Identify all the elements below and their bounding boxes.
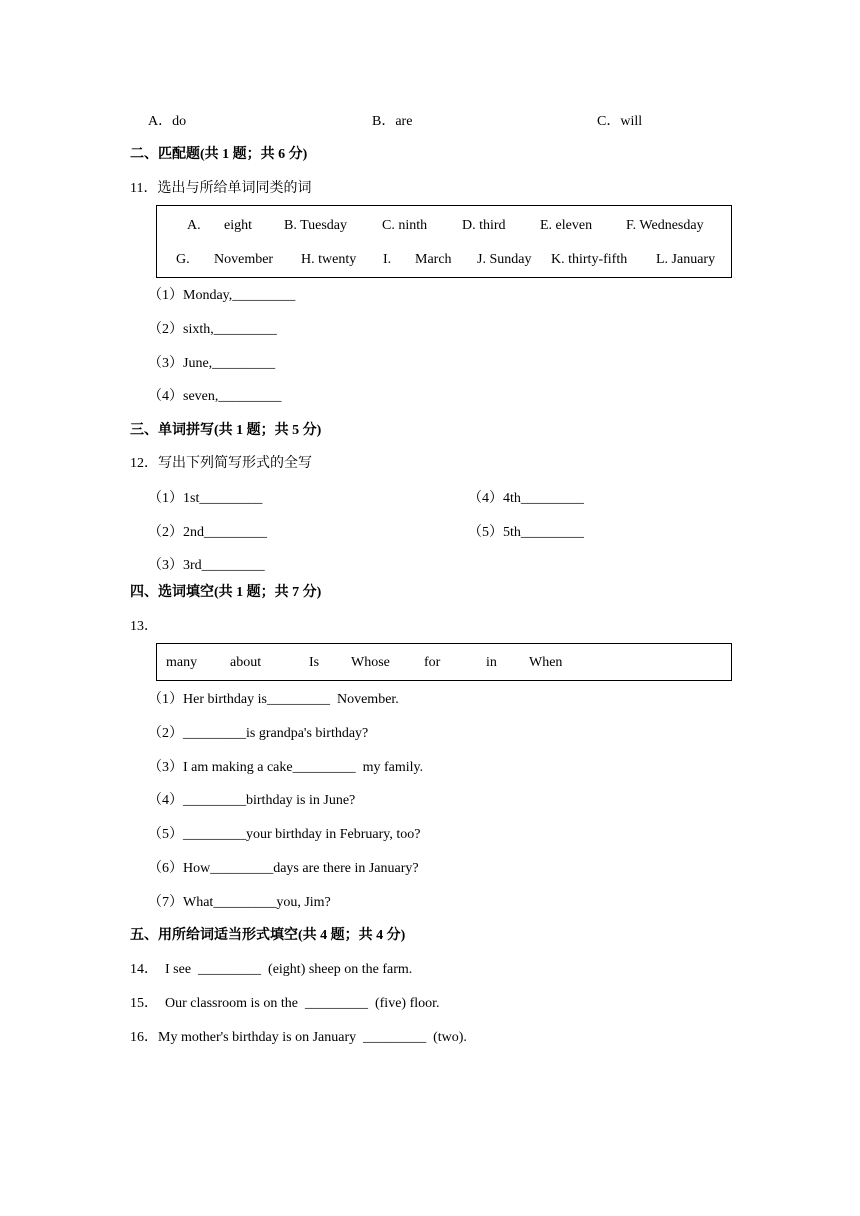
option-b: B．are	[372, 114, 413, 129]
sub-question: （4）seven,_________	[148, 389, 282, 404]
word-bank-word: many	[166, 655, 198, 670]
word-box	[156, 205, 732, 278]
sub-question: （1）Monday,_________	[148, 288, 296, 303]
word-box-cell: L. January	[656, 252, 716, 267]
word-box-cell: G.	[176, 252, 190, 267]
section-title: 二、匹配题(共 1 题；共 6 分)	[130, 147, 308, 162]
sub-question: （2）2nd_________	[148, 525, 267, 540]
word-box-cell: C. ninth	[382, 218, 428, 233]
word-box-cell: K. thirty-fifth	[551, 252, 628, 267]
word-box-cell: E. eleven	[540, 218, 593, 233]
sub-question: （6）How_________days are there in January?	[148, 861, 419, 876]
question-stem: 12．写出下列简写形式的全写	[130, 456, 312, 471]
word-bank-box	[156, 643, 732, 681]
sub-question: （3）I am making a cake_________ my family.	[148, 760, 424, 775]
sub-question: （3）3rd_________	[148, 558, 265, 573]
word-box-cell: J. Sunday	[477, 252, 532, 267]
sub-question: （5）_________your birthday in February, too?	[148, 827, 421, 842]
word-box-cell: March	[415, 252, 452, 267]
word-box-cell: D. third	[462, 218, 506, 233]
word-box-cell: A.	[187, 218, 201, 233]
word-bank-word: about	[230, 655, 262, 670]
word-box-cell: F. Wednesday	[626, 218, 704, 233]
word-bank-word: Whose	[351, 655, 390, 670]
question: 15． Our classroom is on the _________ (five) floor.	[130, 996, 440, 1011]
sub-question: （4）_________birthday is in June?	[148, 793, 356, 808]
sub-question: （4）4th_________	[468, 491, 584, 506]
word-bank-word: Is	[309, 655, 320, 670]
question-stem: 11．选出与所给单词同类的词	[130, 181, 312, 196]
question: 14． I see _________ (eight) sheep on the farm.	[130, 962, 413, 977]
word-box-cell: eight	[224, 218, 252, 233]
sub-question: （3）June,_________	[148, 356, 276, 371]
option-c: C．will	[597, 114, 643, 129]
word-box-cell: November	[214, 252, 274, 267]
sub-question: （2）sixth,_________	[148, 322, 277, 337]
question: 16．My mother's birthday is on January _________ (two).	[130, 1030, 467, 1045]
word-bank-word: in	[486, 655, 497, 670]
section-title: 五、用所给词适当形式填空(共 4 题；共 4 分)	[130, 928, 406, 943]
sub-question: （1）1st_________	[148, 491, 263, 506]
section-title: 三、单词拼写(共 1 题；共 5 分)	[130, 423, 322, 438]
word-box-cell: I.	[383, 252, 392, 267]
sub-question: （5）5th_________	[468, 525, 584, 540]
section-title: 四、选词填空(共 1 题；共 7 分)	[130, 585, 322, 600]
word-box-cell: B. Tuesday	[284, 218, 348, 233]
sub-question: （7）What_________you, Jim?	[148, 895, 331, 910]
word-bank-word: When	[529, 655, 563, 670]
word-box-cell: H. twenty	[301, 252, 357, 267]
question-stem: 13．	[130, 619, 158, 634]
option-a: A．do	[148, 114, 187, 129]
sub-question: （1）Her birthday is_________ November.	[148, 692, 399, 707]
sub-question: （2）_________is grandpa's birthday?	[148, 726, 369, 741]
word-bank-word: for	[424, 655, 441, 670]
